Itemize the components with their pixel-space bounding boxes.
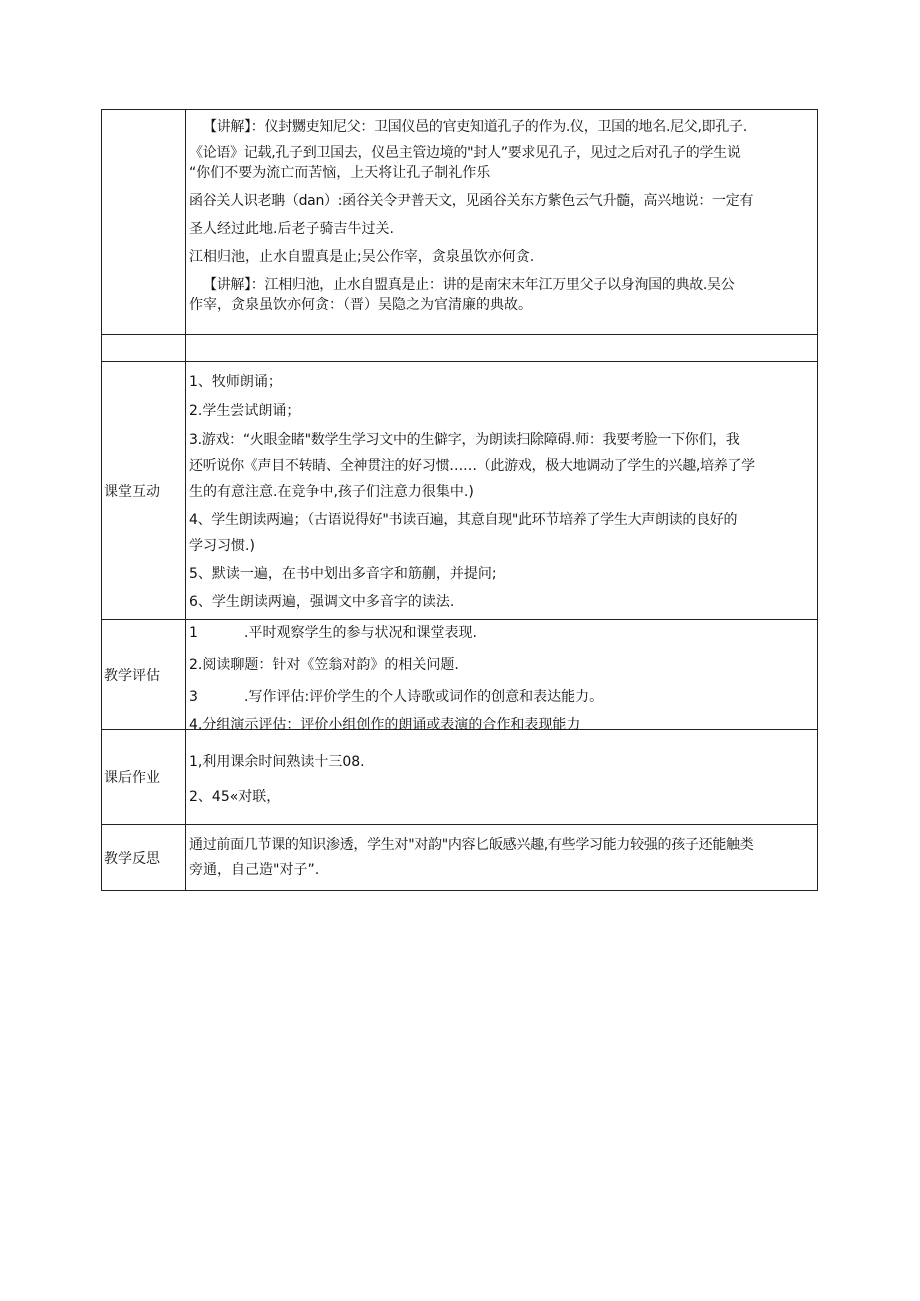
row-label-teaching-reflection: 教学反思: [102, 825, 186, 890]
item-number: 3: [189, 689, 198, 705]
text-line: 江相归池，止水自盟真是止;吴公作宰，贪泉虽饮亦何贪.: [189, 249, 535, 265]
list-item: 生的有意注意.在竞争中,孩子们注意力很集中.): [189, 484, 474, 500]
list-item: 2.学生尝试朗诵；: [189, 403, 301, 419]
list-item: 1,利用课余时间熟读十三08.: [189, 754, 365, 770]
row-label-homework: 课后作业: [102, 730, 186, 824]
text-line: 圣人经过此地.后老子骑吉牛过关.: [189, 221, 394, 237]
list-item: [189, 623, 815, 643]
row-content-teaching-reflection: [186, 825, 817, 890]
row-content-teaching-evaluation: [186, 620, 817, 733]
text-line: 通过前面几节课的知识渗透，学生对"对韵"内容匕皈感兴趣,有些学习能力较强的孩子还能触类: [189, 837, 754, 853]
list-item: 4、学生朗读两遍；（古语说得好"书读百遍，其意自现"此环节培养了学生大声朗读的良好的: [189, 512, 738, 528]
row-content-explanations: [186, 110, 817, 334]
list-item: [189, 655, 815, 675]
row-content-empty: [186, 335, 817, 361]
row-label-classroom-interaction: 课堂互动: [102, 362, 186, 619]
list-item: 还听说你《声目不转睛、全神贯注的好习惯……（此游戏，极大地调动了学生的兴趣,培养了学: [189, 458, 755, 474]
lesson-plan-table: [101, 109, 818, 891]
list-item: 学习习惯.): [189, 538, 255, 554]
table-row-classroom-interaction: [102, 361, 817, 619]
table-row-empty: [102, 334, 817, 361]
item-text: 2.阅读聊题：针对《笠翁对韵》的相关问题.: [189, 657, 459, 673]
list-item: [189, 715, 815, 733]
table-row-explanations: [102, 110, 817, 334]
row-content-homework: [186, 730, 817, 824]
text-line: “你们不要为流亡而苦恼，上天将让孔子制礼作乐: [189, 165, 491, 181]
table-row-homework: [102, 729, 817, 824]
list-item: 2、45«对联，: [189, 789, 281, 805]
list-item: 1、牧师朗诵；: [189, 374, 282, 390]
item-text: .写作评估:评价学生的个人诗歌或词作的创意和表达能力。: [244, 689, 604, 705]
item-text: 4.分组演示评估：评价小组创作的朗诵或表演的合作和表现能力: [189, 717, 581, 733]
text-line: 《论语》记载,孔子到卫国去，仪邑主管边境的"封人”要求见孔子，见过之后对孔子的学生说: [189, 145, 741, 161]
list-item: 5、默读一遍，在书中划出多音字和筋蒯，并提问;: [189, 566, 497, 582]
list-item: 3.游戏：“火眼金睹"数学生学习文中的生僻字，为朗读扫除障碍.师：我要考脸一下你们，我: [189, 432, 740, 448]
row-content-classroom-interaction: [186, 362, 817, 619]
row-label-teaching-evaluation: 教学评估: [102, 620, 186, 729]
text-line: 旁通，自己造"对子”.: [189, 862, 320, 878]
text-line: 作宰，贪泉虽饮亦何贪：（晋）吴隐之为官清廉的典故。: [189, 297, 532, 313]
row-label-empty: [102, 335, 186, 361]
text-line: 【讲解】：仪封嬲吏知尼父：卫国仪邑的官吏知道孔子的作为.仪，卫国的地名.尼父,即孔子.: [203, 119, 747, 135]
text-line: 【讲解】：江相归池，止水自盟真是止：讲的是南宋末年江万里父子以身洵国的典故.吴公: [203, 277, 735, 293]
list-item: [189, 687, 815, 707]
item-number: 1: [189, 625, 198, 641]
list-item: 6、学生朗读两遍，强调文中多音字的读法.: [189, 594, 455, 610]
row-label-empty: [102, 110, 186, 334]
item-text: .平时观察学生的参与状况和课堂表现.: [244, 625, 477, 641]
table-row-teaching-evaluation: [102, 619, 817, 733]
text-line: 函谷关人识老聃（dan）:函谷关令尹普天文，见函谷关东方紫色云气升髓，高兴地说：一定有: [189, 193, 754, 209]
table-row-teaching-reflection: [102, 824, 817, 890]
